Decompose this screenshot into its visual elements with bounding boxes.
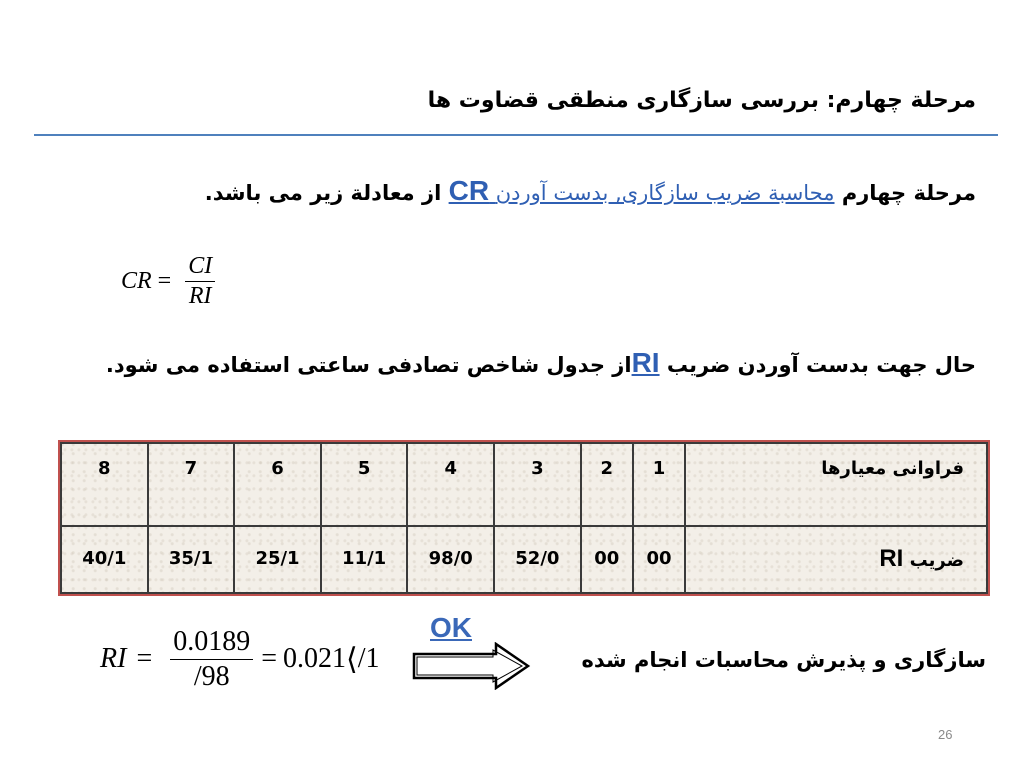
table-cell: 4 xyxy=(407,443,494,526)
table-cell: 11/1 xyxy=(321,526,408,593)
slide-title: مرحلة چهارم: بررسی سازگاری منطقی قضاوت ها xyxy=(427,88,976,113)
table-cell: 00 xyxy=(581,526,633,593)
paragraph-cr-intro xyxy=(76,168,976,216)
table-row xyxy=(61,443,987,526)
conclusion-text: سازگاری و پذیرش محاسبات انجام شده xyxy=(581,648,986,672)
formula-ri-lhs: RI xyxy=(100,643,127,674)
table-cell: 7 xyxy=(148,443,235,526)
para1-link-text: محاسبة ضریب سازگاری, بدست آوردن xyxy=(495,181,835,205)
table-cell: 00 xyxy=(633,526,685,593)
para1-prefix: مرحلة چهارم xyxy=(841,181,976,205)
table-cell: 5 xyxy=(321,443,408,526)
para1-suffix: از معادلة زیر می باشد. xyxy=(204,181,442,205)
table-cell: 98/0 xyxy=(407,526,494,593)
formula-ri xyxy=(100,614,380,704)
formula-cr-den: RI xyxy=(188,282,212,309)
table-cell: 2 xyxy=(581,443,633,526)
para1-link[interactable] xyxy=(448,175,835,206)
formula-ri-comparison: ⟨ xyxy=(346,642,358,676)
formula-cr-lhs: CR xyxy=(121,267,152,294)
row-header-criteria-count: فراوانی معیارها xyxy=(685,443,987,526)
slide-number: 26 xyxy=(938,727,953,742)
table-cell: 35/1 xyxy=(148,526,235,593)
table-cell: 25/1 xyxy=(234,526,321,593)
formula-cr-fraction xyxy=(185,253,215,310)
table-cell: 8 xyxy=(61,443,148,526)
ri-link[interactable]: RI xyxy=(631,347,660,378)
para2-suffix: از جدول شاخص تصادفی ساعتی استفاده می شود. xyxy=(105,353,632,377)
formula-cr-eq: = xyxy=(157,267,172,294)
para2-prefix: حال جهت بدست آوردن ضریب xyxy=(666,353,976,377)
row-header-ri-latin: RI xyxy=(879,544,904,572)
formula-ri-rhs: /1 xyxy=(357,643,380,674)
table-cell: 3 xyxy=(494,443,581,526)
formula-ri-num: 0.0189 xyxy=(170,626,253,660)
row-header-ri-text: ضریب xyxy=(909,549,964,571)
ok-label: OK xyxy=(430,612,472,643)
title-divider xyxy=(34,134,998,136)
table-row xyxy=(61,526,987,593)
ri-table-container xyxy=(58,440,990,596)
table-cell: 1 xyxy=(633,443,685,526)
cr-term: CR xyxy=(448,175,490,206)
table-cell: 40/1 xyxy=(61,526,148,593)
paragraph-ri-intro xyxy=(56,340,976,388)
formula-ri-eq1: = xyxy=(136,643,153,674)
formula-ri-fraction xyxy=(170,626,253,693)
table-cell: 52/0 xyxy=(494,526,581,593)
right-arrow-icon xyxy=(412,642,532,690)
formula-ri-result: 0.021 xyxy=(283,643,347,674)
ri-table xyxy=(60,442,988,594)
formula-cr xyxy=(121,246,215,316)
table-cell: 6 xyxy=(234,443,321,526)
formula-ri-eq2: = xyxy=(261,643,278,674)
row-header-ri xyxy=(685,526,987,593)
formula-ri-den: /98 xyxy=(193,660,230,692)
formula-cr-num: CI xyxy=(185,253,215,282)
